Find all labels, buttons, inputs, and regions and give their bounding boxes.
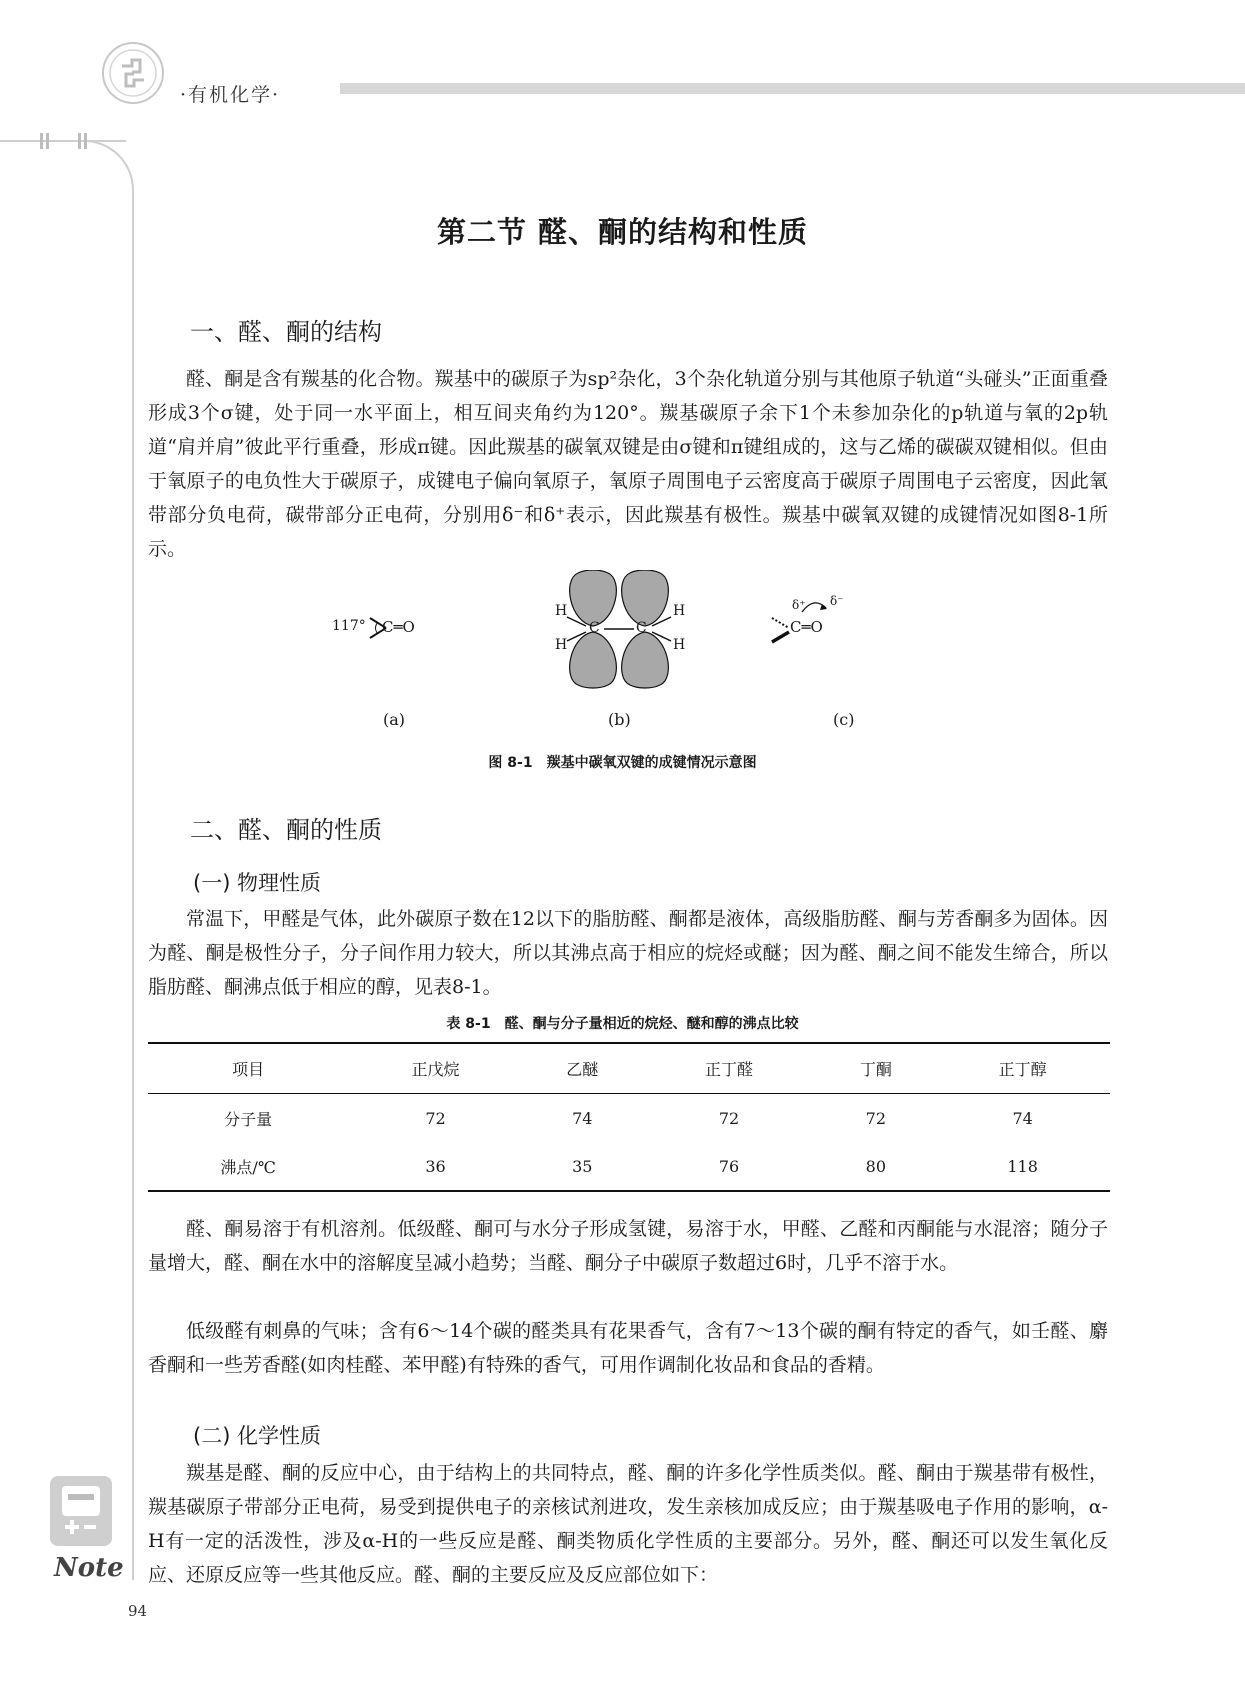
bond-line <box>772 632 789 642</box>
table-header-cell: 项目 <box>148 1043 348 1094</box>
chemical-paragraph <box>148 1456 1108 1592</box>
p-orbital-lobe <box>622 632 669 688</box>
table-header-cell: 正丁醇 <box>935 1043 1110 1094</box>
physical-paragraph <box>148 902 1108 1004</box>
table-cell: 74 <box>572 1108 593 1128</box>
note-icon <box>46 1472 118 1550</box>
table-cell: 36 <box>348 1142 523 1191</box>
delta-minus-label: δ⁻ <box>830 594 844 608</box>
p-orbital-lobe <box>570 570 617 626</box>
paragraph-text: 醛、酮易溶于有机溶剂。低级醛、酮可与水分子形成氢键，易溶于水，甲醛、乙醛和丙酮能与水混溶；随分子量增大，醛、酮在水中的溶解度呈减小趋势；当醛、酮分子中碳原子数超过6时，几乎不溶于水。 <box>148 1218 1108 1274</box>
header-title: ·有机化学· <box>180 84 281 106</box>
paragraph-text: 羰基是醛、酮的反应中心，由于结构上的共同特点，醛、酮的许多化学性质类似。醛、酮由于羰基带有极性，羰基碳原子带部分正电荷，易受到提供电子的亲核试剂进攻，发生亲核加成反应；由于羰基吸电子作用的影响，α-H有一定的活泼性，涉及α-H的一些反应是醛、酮类物质化学性质的主要部分。另外，醛、酮还可以发生氧化反应、还原反应等一些其他反应。醛、酮的主要反应及反应部位如下： <box>148 1462 1108 1586</box>
table-header-cell: 丁酮 <box>816 1043 935 1094</box>
table-caption: 表 8-1 醛、酮与分子量相近的烷烃、醚和醇的沸点比较 <box>446 1016 799 1032</box>
solubility-paragraph <box>148 1212 1108 1280</box>
carbon-label: C <box>589 620 600 636</box>
header-logo <box>100 40 166 106</box>
margin-curve <box>84 140 134 1580</box>
table-cell: 76 <box>642 1142 817 1191</box>
boiling-point-table <box>148 1042 1110 1192</box>
table-header-cell: 正丁醛 <box>642 1043 817 1094</box>
carbonyl-formula-c: C═O <box>790 618 823 636</box>
figure-label-c: (c) <box>833 710 855 729</box>
hydrogen-label: H <box>555 603 568 619</box>
table-row <box>148 1142 1110 1191</box>
subheading-physical: (一) 物理性质 <box>193 871 322 895</box>
table-cell: 74 <box>1012 1108 1033 1128</box>
odor-paragraph <box>148 1314 1108 1382</box>
header-bar <box>340 83 1245 94</box>
figure-caption: 图 8-1 羰基中碳氧双键的成键情况示意图 <box>488 755 757 771</box>
note-label: Note <box>54 1553 124 1583</box>
table-row <box>148 1094 1110 1143</box>
bond-line <box>772 618 789 628</box>
table-cell: 35 <box>523 1142 642 1191</box>
table-cell: 72 <box>425 1108 446 1128</box>
section-title: 第二节 醛、酮的结构和性质 <box>436 215 809 249</box>
table-cell: 72 <box>865 1108 887 1128</box>
table-header-cell: 正戊烷 <box>348 1043 523 1094</box>
heading-structure: 一、醛、酮的结构 <box>190 318 382 346</box>
paragraph-text: 醛、酮是含有羰基的化合物。羰基中的碳原子为sp²杂化，3个杂化轨道分别与其他原子轨道“头碰头”正面重叠形成3个σ键，处于同一水平面上，相互间夹角约为120°。羰基碳原子余下1个未参加杂化的p轨道与氧的2p轨道“肩并肩”彼此平行重叠，形成π键。因此羰基的碳氧双键是由σ键和π键组成的，这与乙烯的碳碳双键相似。但由于氧原子的电负性大于碳原子，成键电子偏向氧原子，氧原子周围电子云密度高于碳原子周围电子云密度，因此氧带部分负电荷，碳带部分正电荷，分别用δ⁻和δ⁺表示，因此羰基有极性。羰基中碳氧双键的成键情况如图8-1所示。 <box>148 368 1108 560</box>
hydrogen-label: H <box>673 637 686 653</box>
p-orbital-lobe <box>622 570 669 626</box>
delta-plus-label: δ⁺ <box>792 598 806 612</box>
table-header-row <box>148 1043 1110 1094</box>
figure-label-a: (a) <box>383 710 406 729</box>
paragraph-text: 常温下，甲醛是气体，此外碳原子数在12以下的脂肪醛、酮都是液体，高级脂肪醛、酮与芳香酮多为固体。因为醛、酮是极性分子，分子间作用力较大，所以其沸点高于相应的烷烃或醚；因为醛、酮之间不能发生缔合，所以脂肪醛、酮沸点低于相应的醇，见表8-1。 <box>148 908 1108 998</box>
heading-properties: 二、醛、酮的性质 <box>190 816 382 844</box>
bond-angle-label: 117° <box>332 618 366 634</box>
page-number: 94 <box>128 1602 148 1620</box>
paragraph-text: 低级醛有刺鼻的气味；含有6～14个碳的醛类具有花果香气，含有7～13个碳的酮有特定的香气，如壬醛、麝香酮和一些芳香醛(如肉桂醛、苯甲醛)有特殊的香气，可用作调制化妆品和食品的香精。 <box>148 1320 1108 1376</box>
subheading-chemical: (二) 化学性质 <box>193 1424 322 1448</box>
table-header-cell: 乙醚 <box>523 1043 642 1094</box>
table-cell: 80 <box>816 1142 935 1191</box>
table-cell: 118 <box>935 1142 1110 1191</box>
hydrogen-label: H <box>555 637 568 653</box>
table-cell: 分子量 <box>224 1109 273 1129</box>
table-cell: 沸点/℃ <box>148 1142 348 1191</box>
figure-8-1 <box>332 570 900 740</box>
p-orbital-lobe <box>570 632 617 688</box>
margin-marks <box>36 132 96 150</box>
table-cell: 72 <box>718 1108 740 1128</box>
structure-paragraph <box>148 362 1108 566</box>
carbon-label: C <box>636 620 647 636</box>
hydrogen-label: H <box>673 603 686 619</box>
figure-label-b: (b) <box>608 710 631 729</box>
carbonyl-formula-a: C═O <box>382 618 415 636</box>
